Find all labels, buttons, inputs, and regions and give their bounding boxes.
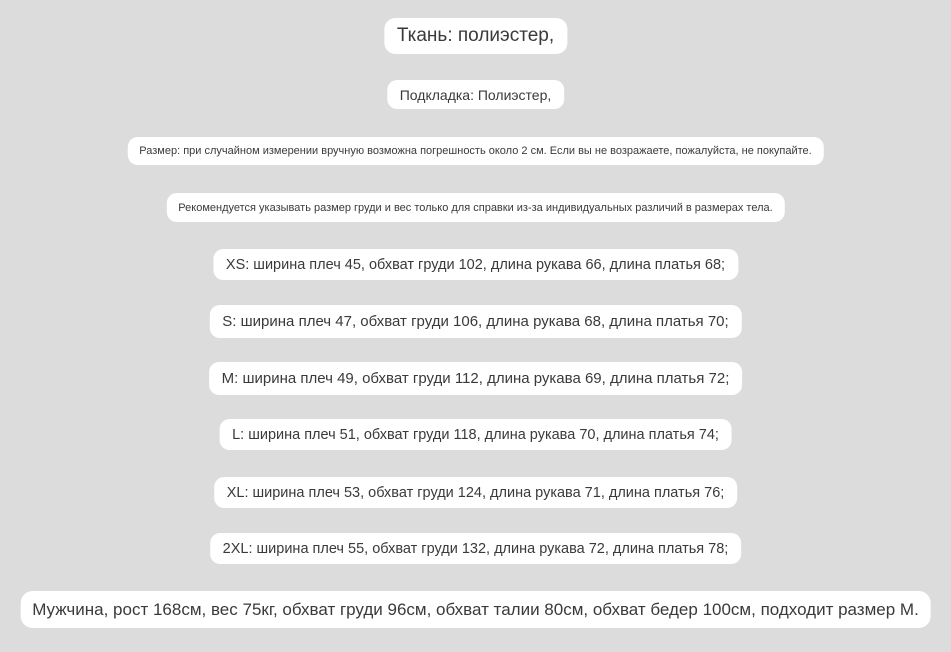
size-row-xs: XS: ширина плеч 45, обхват груди 102, длина рукава 66, длина платья 68; — [213, 249, 738, 280]
lining-label: Подкладка: Полиэстер, — [387, 80, 565, 109]
size-row-s: S: ширина плеч 47, обхват груди 106, длина рукава 68, длина платья 70; — [209, 305, 741, 338]
size-measurement-note: Размер: при случайном измерении вручную возможна погрешность около 2 см. Если вы не возражаете, пожалуйста, не покупайте. — [127, 137, 823, 165]
size-row-m: M: ширина плеч 49, обхват груди 112, длина рукава 69, длина платья 72; — [209, 362, 743, 395]
size-recommendation-note: Рекомендуется указывать размер груди и вес только для справки из-за индивидуальных различий в размерах тела. — [166, 193, 784, 222]
model-info: Мужчина, рост 168см, вес 75кг, обхват груди 96см, обхват талии 80см, обхват бедер 100см, подходит размер M. — [20, 591, 931, 628]
size-row-l: L: ширина плеч 51, обхват груди 118, длина рукава 70, длина платья 74; — [219, 419, 732, 450]
size-row-2xl: 2XL: ширина плеч 55, обхват груди 132, длина рукава 72, длина платья 78; — [210, 533, 742, 564]
size-row-xl: XL: ширина плеч 53, обхват груди 124, длина рукава 71, длина платья 76; — [214, 477, 738, 508]
fabric-label: Ткань: полиэстер, — [384, 18, 567, 54]
